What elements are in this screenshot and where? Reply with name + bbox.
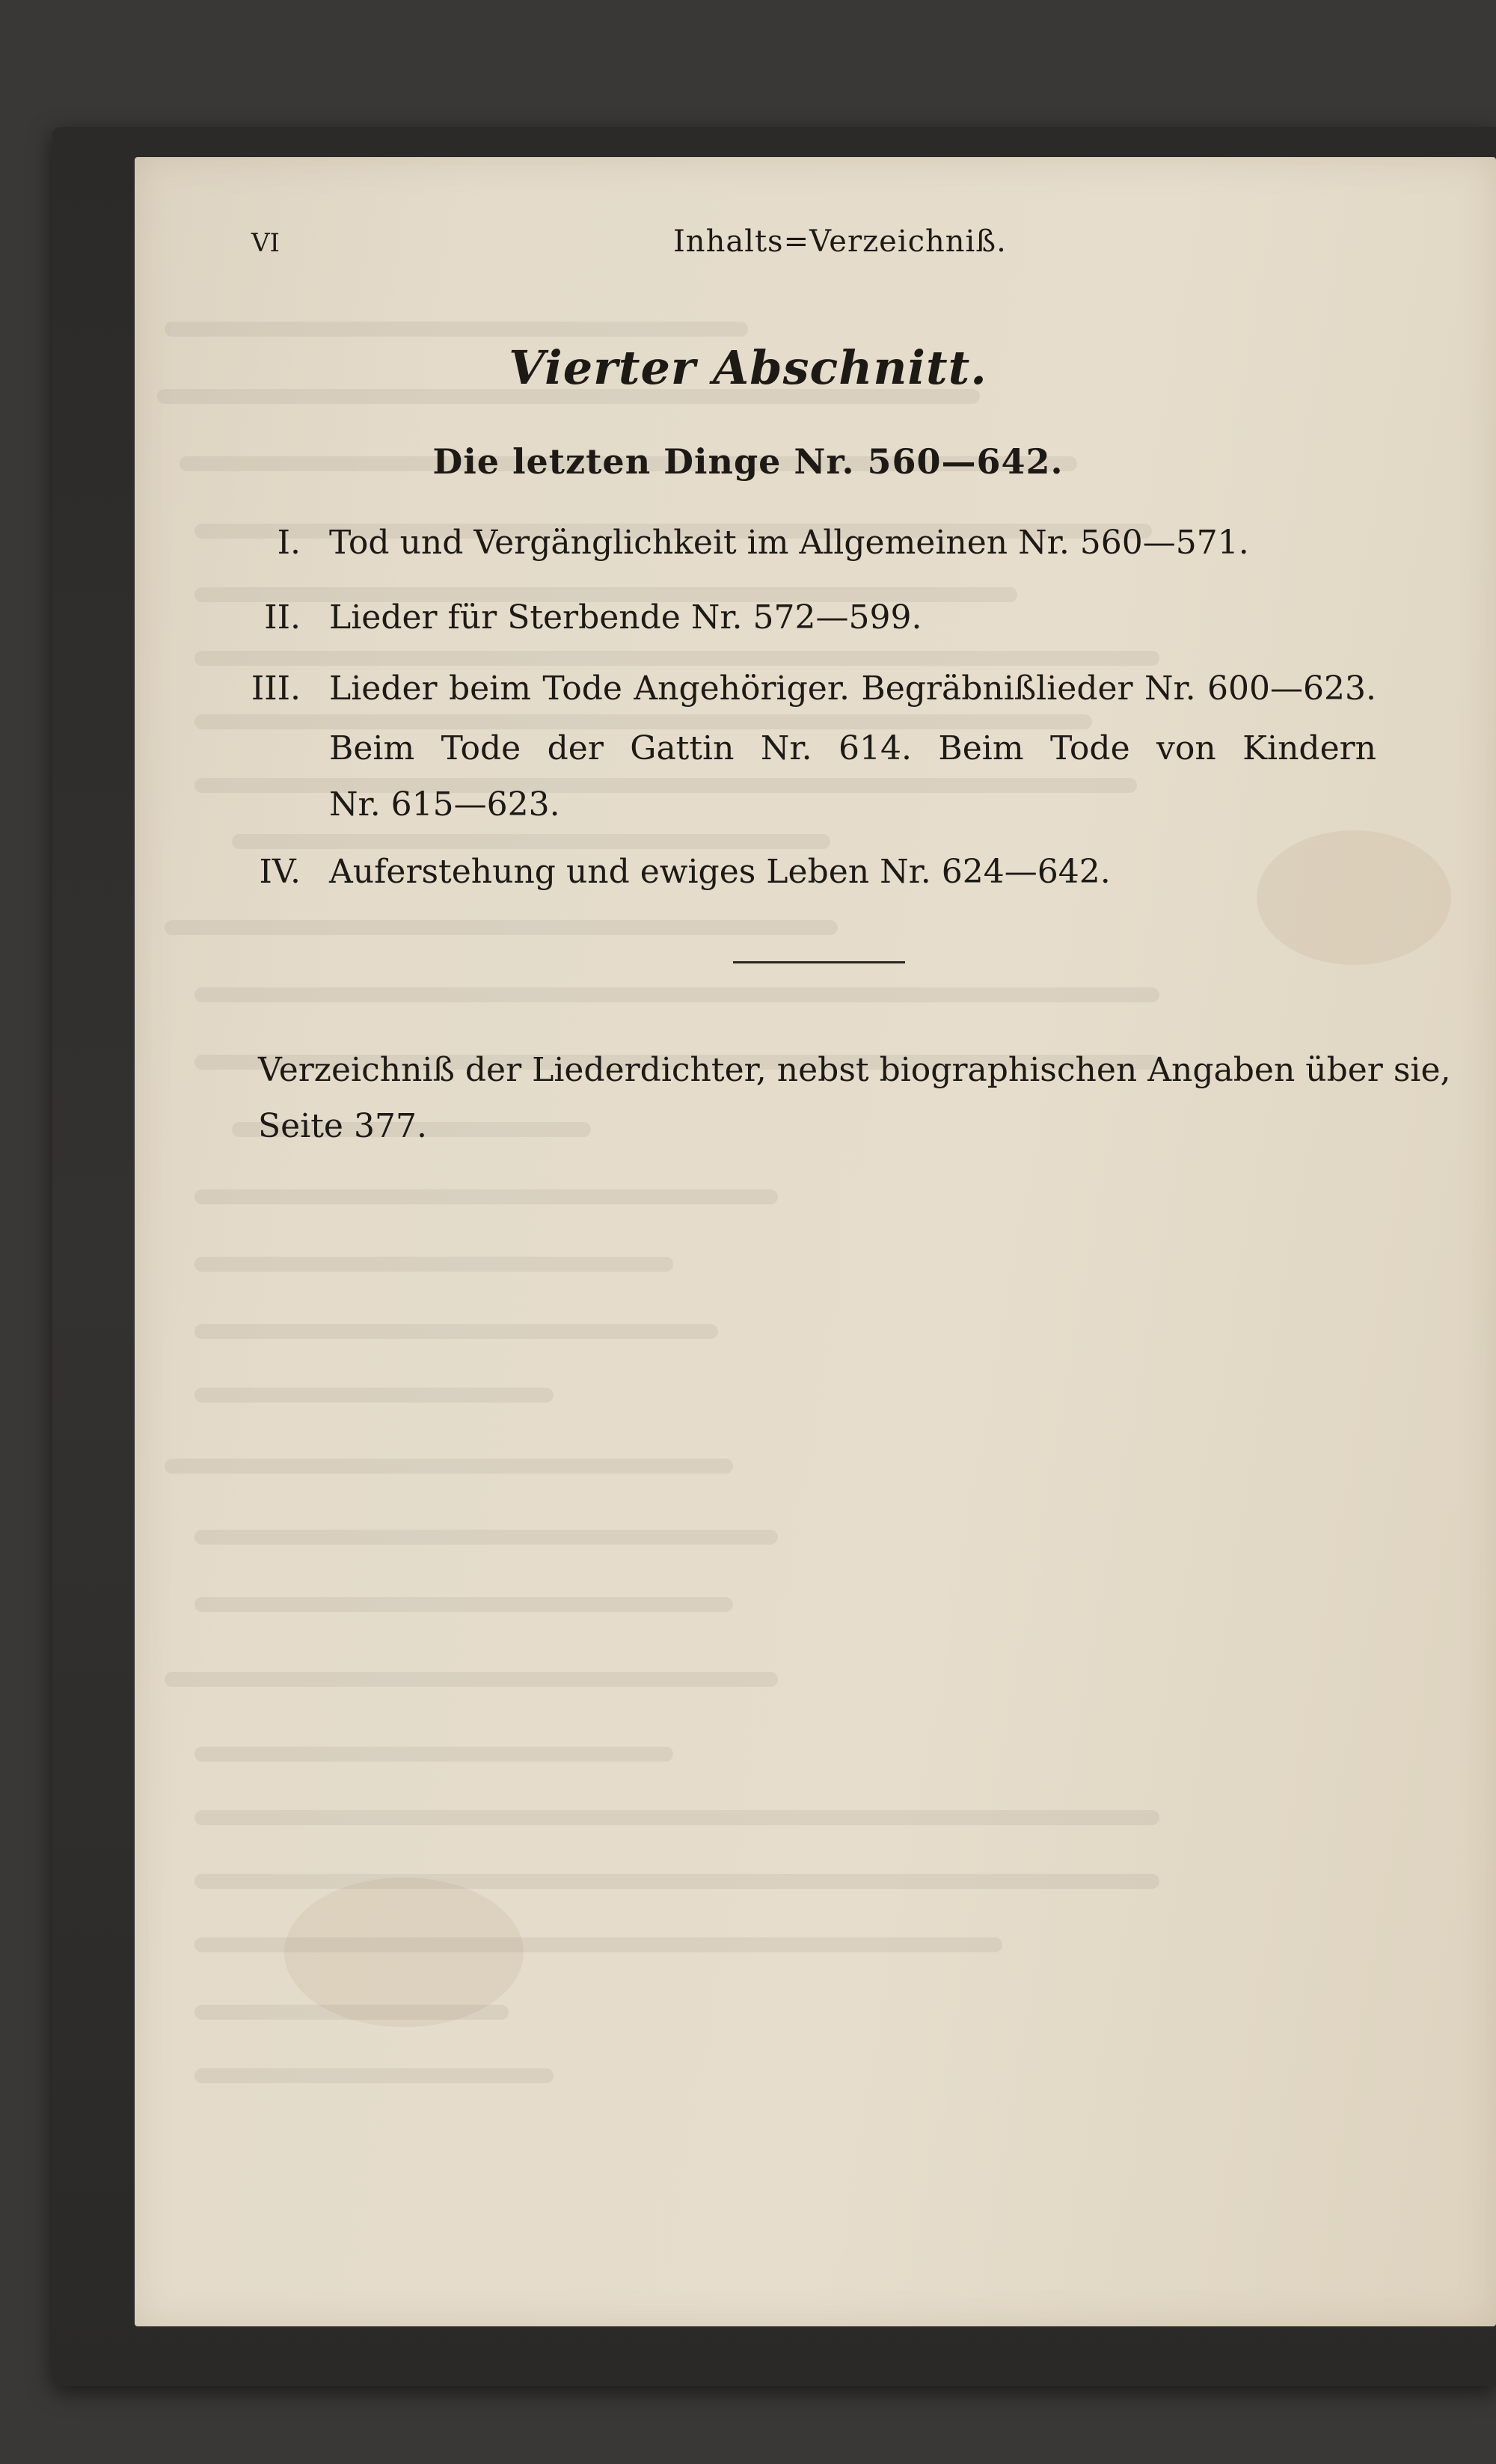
entry-number: I.: [277, 524, 301, 562]
running-head: Inhalts=Verzeichniß.: [673, 224, 1007, 259]
entry-text: Tod und Vergänglichkeit im Allgemeinen Nr. 560—571.: [329, 524, 1249, 562]
section-heading: Vierter Abschnitt.: [509, 340, 987, 395]
paper-stain: [1257, 830, 1451, 965]
appendix-entry: Verzeichniß der Liederdichter, nebst biographischen Angaben über sie,: [258, 1051, 1451, 1089]
entry-text: Beim Tode der Gattin Nr. 614. Beim Tode von Kindern: [329, 729, 1376, 767]
book-page: [135, 157, 1496, 2326]
appendix-entry: Seite 377.: [258, 1107, 427, 1145]
entry-number: IV.: [259, 853, 301, 891]
entry-text: Lieder für Sterbende Nr. 572—599.: [329, 598, 922, 637]
entry-text: Nr. 615—623.: [329, 785, 560, 824]
entry-number: II.: [264, 598, 301, 637]
paper-stain: [284, 1878, 524, 2027]
section-subheading: Die letzten Dinge Nr. 560—642.: [432, 441, 1064, 482]
entry-text: Auferstehung und ewiges Leben Nr. 624—642.: [329, 853, 1111, 891]
entry-text: Lieder beim Tode Angehöriger. Begräbnißlieder Nr. 600—623.: [329, 669, 1376, 708]
entry-number: III.: [251, 669, 301, 708]
page-number: VI: [251, 228, 280, 258]
section-divider: [733, 961, 905, 963]
